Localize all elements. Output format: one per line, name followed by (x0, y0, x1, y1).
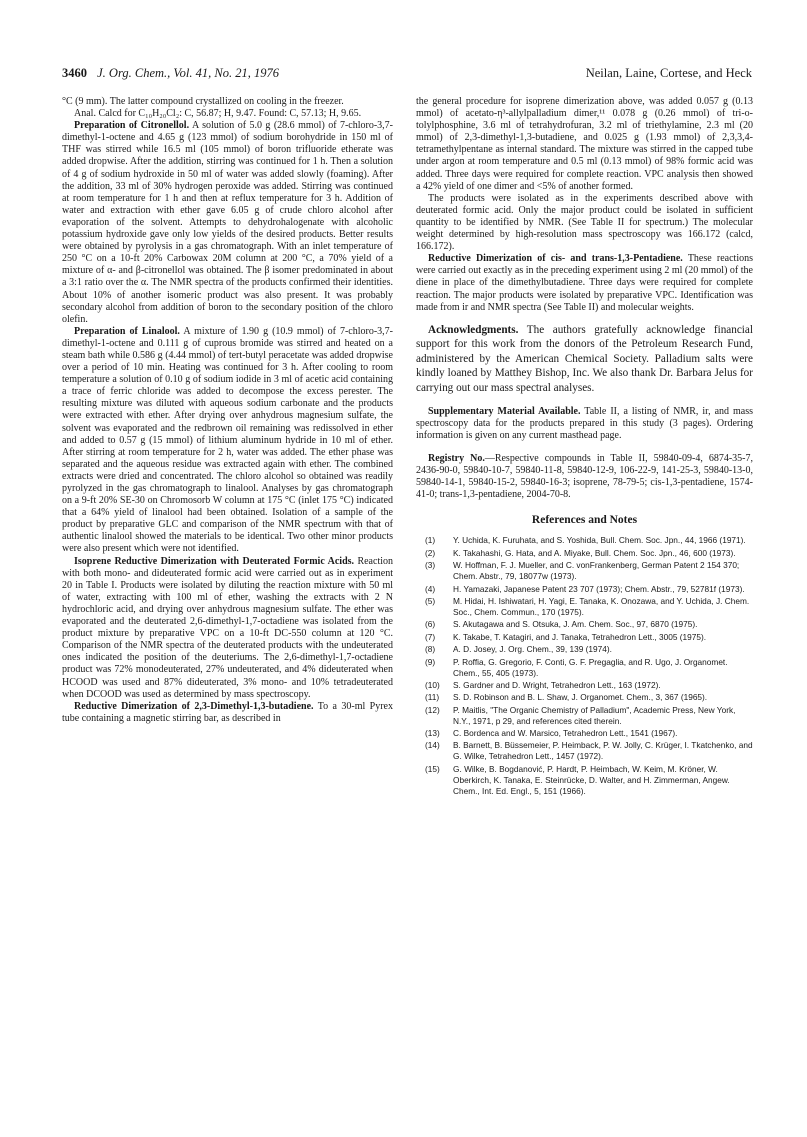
body-supplementary: Table II, a listing of NMR, ir, and mass spectroscopy data for the products prepared in this study (3 pages). Ordering information is given on any current masthead page. (416, 405, 753, 441)
paragraph-bp-continuation: °C (9 mm). The latter compound crystallized on cooling in the freezer. (62, 96, 344, 107)
reference-text: B. Barnett, B. Büssemeier, P. Heimback, P. W. Jolly, C. Krüger, I. Tkatchenko, and G. Wilke, Tetrahedron Lett., 1457 (1972). (453, 740, 753, 762)
reference-item (416, 740, 753, 762)
running-header (62, 66, 752, 82)
paragraph-dimethylbutadiene-continued: the general procedure for isoprene dimerization above, was added 0.057 g (0.13 mmol) of acetato-η³-allylpalladium dimer,¹¹ 0.078 g (0.26 mmol) of tri-o-tolylphosphine, 3.6 ml of tetrahydrofuran, 3.2 ml of triethylamine, 2.3 ml (20 mmol) of 2,3-dimethyl-1,3-butadiene, and 0.025 g (1.93 mmol) of 2,3,3,4-tetramethylpentane as internal standard. The mixture was stirred in the capped tube under argon at room temperature and 0.5 ml (0.13 mmol) of 98% formic acid was added. Three days were required for complete reaction. VPC analysis then showed a 42% yield of one dimer and <5% of another formed. (416, 96, 753, 192)
acknowledgments (416, 323, 753, 396)
reference-item (416, 535, 753, 546)
reference-item (416, 728, 753, 739)
heading-dimethylbutadiene: Reductive Dimerization of 2,3-Dimethyl-1,3-butadiene. (74, 700, 314, 712)
header-left (62, 66, 279, 81)
reference-item (416, 619, 753, 630)
journal-citation: J. Org. Chem., Vol. 41, No. 21, 1976 (97, 66, 279, 80)
reference-number: (15) (425, 763, 440, 774)
paragraph-dimethylbutadiene-products: The products were isolated as in the experiments described above with deuterated formic acid. Only the major product could be isolated in sufficient quantity to be identified by NMR. (See Table II for spectrum.) The molecular weight determined by high-resolution mass spectroscopy was 166.172 (calcd, 166.172). (416, 192, 753, 253)
left-column (62, 96, 393, 725)
paragraph-analysis: Anal. Calcd for C₁₀H₂₀Cl₂: C, 56.87; H, 9.47. Found: C, 57.13; H, 9.65. (74, 108, 362, 120)
reference-text: S. Gardner and D. Wright, Tetrahedron Lett., 163 (1972). (453, 679, 661, 690)
registry-numbers (416, 453, 753, 501)
page-number: 3460 (62, 66, 87, 80)
body-isoprene-deuterated: Reaction with both mono- and dideuterated formic acid were carried out as in experiment 20 in Table I. Products were isolated by diluting the reaction mixture with 50 ml of water, extracting with 100 ml of ether, washing the extracts with 2 N hydrochloric acid, and drying over anhydrous magnesium sulfate. The ether was evaporated and the deuterated 2,6-dimethyl-1,7-octadiene was isolated from the product mixture by preparative VPC on a 10-ft DC-550 column at 120 °C. Comparison of the NMR spectra of the deuterated products with the undeuterated ones indicated the position of the deuteriums. The 2,6-dimethyl-1,7-octadiene product was 72% monodeuterated, 27% undeuterated, and 4% dideuterated when HCOOD was used and 87% dideuterated, 3% mono- and 10% tetradeuterated when DCOOD was used as determined by mass spectroscopy. (62, 555, 393, 700)
reference-text: H. Yamazaki, Japanese Patent 23 707 (1973); Chem. Abstr., 79, 52781f (1973). (453, 583, 745, 594)
references-heading: References and Notes (531, 514, 638, 527)
reference-item (416, 548, 753, 559)
reference-item (416, 692, 753, 703)
heading-isoprene-deuterated: Isoprene Reductive Dimerization with Deuterated Formic Acids. (74, 555, 355, 567)
reference-text: K. Takahashi, G. Hata, and A. Miyake, Bull. Chem. Soc. Jpn., 46, 600 (1973). (453, 547, 736, 558)
reference-item (416, 584, 753, 595)
reference-text: P. Maitlis, "The Organic Chemistry of Palladium", Academic Press, New York, N.Y., 1971, p 29, and references cited therein. (453, 704, 736, 726)
body-registry: —Respective compounds in Table II, 59840-09-4, 6874-35-7, 2436-90-0, 59840-10-7, 59840-11-8, 59840-12-9, 106-22-9, 141-25-3, 59840-13-0, 59840-14-1, 59840-15-2, 59840-16-3; isoprene, 78-79-5; cis-1,3-pentadiene, 1574-41-0; trans-1,3-pentadiene, 2004-70-8. (416, 452, 753, 501)
reference-text: C. Bordenca and W. Marsico, Tetrahedron Lett., 1541 (1967). (453, 728, 678, 739)
reference-number: (4) (425, 583, 436, 594)
reference-text: A. D. Josey, J. Org. Chem., 39, 139 (1974). (453, 644, 612, 655)
heading-citronellol: Preparation of Citronellol. (74, 120, 190, 132)
reference-number: (13) (425, 728, 440, 739)
heading-pentadiene: Reductive Dimerization of cis- and trans-1,3-Pentadiene. (428, 253, 683, 265)
section-pentadiene (416, 253, 753, 313)
reference-text: P. Roffia, G. Gregorio, F. Conti, G. F. Pregaglia, and R. Ugo, J. Organomet. Chem., 55, 405 (1973). (453, 656, 728, 678)
reference-number: (9) (425, 656, 436, 667)
reference-number: (5) (425, 595, 436, 606)
right-column (416, 96, 753, 798)
reference-text: S. D. Robinson and B. L. Shaw, J. Organomet. Chem., 3, 367 (1965). (453, 692, 708, 703)
body-pentadiene: These reactions were carried out exactly as in the preceding experiment using 2 ml (20 mmol) of the diene in place of the dimethylbutadiene. Three days were required for complete reaction. The major products were isolated by preparative VPC. Identification was made from ir and NMR spectra (See Table II) and molecular weights. (416, 253, 753, 313)
body-acknowledgments: The authors gratefully acknowledge financial support for this work from the donors of the Petroleum Research Fund, administered by the American Chemical Society. Palladium salts were kindly loaned by Matthey Bishop, Inc. We also thank Dr. Barbara Jelus for carrying out our mass spectral analyses. (416, 323, 753, 395)
reference-text: Y. Uchida, K. Furuhata, and S. Yoshida, Bull. Chem. Soc. Jpn., 44, 1966 (1971). (453, 535, 746, 546)
reference-number: (10) (425, 679, 440, 690)
reference-number: (1) (425, 535, 436, 546)
reference-number: (2) (425, 547, 436, 558)
reference-number: (6) (425, 619, 436, 630)
reference-number: (8) (425, 644, 436, 655)
header-authors: Neilan, Laine, Cortese, and Heck (585, 66, 752, 80)
reference-number: (7) (425, 631, 436, 642)
supplementary-material (416, 406, 753, 442)
heading-supplementary: Supplementary Material Available. (428, 405, 581, 417)
heading-acknowledgments: Acknowledgments. (428, 323, 519, 336)
body-dimethylbutadiene: To a 30-ml Pyrex tube containing a magnetic stirring bar, as described in (62, 700, 393, 724)
reference-item (416, 596, 753, 618)
reference-text: K. Takabe, T. Katagiri, and J. Tanaka, Tetrahedron Lett., 3005 (1975). (453, 631, 707, 642)
heading-linalool: Preparation of Linalool. (74, 325, 180, 337)
body-linalool: A mixture of 1.90 g (10.9 mmol) of 7-chloro-3,7-dimethyl-1-octene and 0.111 g of cuprous bromide was stirred and heated on a steam bath while 0.586 g (4.44 mmol) of tert-butyl peracetate was added dropwise over a period of 10 min. Heating was continued for 3 h. After cooling to room temperature a solution of 0.10 g of sodium iodide in 3 ml of acetic acid containing a trace of ferric chloride was added to decompose the excess perester. The resulting mixture was diluted with aqueous sodium carbonate and the products were extracted with ether. After drying over anhydrous magnesium sulfate, the solvent was evaporated and the redbrown oil remaining was redissolved in ether and added to 0.57 g (15 mmol) of lithium aluminum hydride in 10 ml of ether. After stirring at room temperature for 2 h, water was added. The ether phase was separated and the aqueous residue was extracted again with ether. The combined extracts were dried and concentrated. The chloro alcohol so obtained was readily pyrolyzed in the gas chromatograph to linalool. Analyses by gas chromatograph on a 9-ft 20% SE-30 on Chromosorb W column at 175 °C (inlet 175 °C) indicated that a 64% yield of linalool had been obtained. Isolation of a sample of the product by preparative GLC and comparison of the NMR spectrum with that of authentic linalool showed the materials to be identical. Two other minor products were also present which were not identified. (62, 325, 394, 555)
reference-item (416, 680, 753, 691)
reference-text: S. Akutagawa and S. Otsuka, J. Am. Chem. Soc., 97, 6870 (1975). (453, 619, 698, 630)
reference-text: M. Hidai, H. Ishiwatari, H. Yagi, E. Tanaka, K. Onozawa, and Y. Uchida, J. Chem. Soc., Chem. Commun., 170 (1975). (453, 595, 750, 617)
reference-item (416, 705, 753, 727)
section-dimethylbutadiene (62, 701, 393, 725)
reference-item (416, 632, 753, 643)
section-linalool (62, 326, 393, 556)
reference-number: (14) (425, 740, 440, 751)
reference-text: W. Hoffman, F. J. Mueller, and C. vonFrankenberg, German Patent 2 154 370; Chem. Abstr., 79, 18077w (1973). (453, 560, 740, 582)
reference-item (416, 560, 753, 582)
heading-registry: Registry No. (428, 452, 485, 464)
section-citronellol (62, 120, 393, 326)
reference-number: (3) (425, 560, 436, 571)
reference-text: G. Wilke, B. Bogdanović, P. Hardt, P. Heimbach, W. Keim, M. Kröner, W. Oberkirch, K. Tanaka, E. Steinrücke, D. Walter, and H. Zimmerman, Angew. Chem., Int. Ed. Engl., 5, 151 (1966). (453, 763, 730, 796)
reference-item (416, 644, 753, 655)
reference-item (416, 764, 753, 797)
section-isoprene-deuterated (62, 556, 393, 701)
references-list (416, 535, 753, 796)
reference-number: (12) (425, 704, 440, 715)
reference-number: (11) (425, 692, 440, 703)
reference-item (416, 657, 753, 679)
body-citronellol: A solution of 5.0 g (28.6 mmol) of 7-chloro-3,7-dimethyl-1-octene and 4.65 g (123 mmol) of sodium borohydride in 150 ml of THF was stirred while 16.5 ml (105 mmol) of boron trifluoride etherate was added dropwise. After the addition, stirring was continued for 1 h. Then a solution of 4 g of sodium hydroxide in 50 ml of water was added slowly (foaming). After the addition, 33 ml of 30% hydrogen peroxide was added. Stirring was continued at room temperature for 1 h and then at reflux temperature for 3 h. Addition of water and extraction with ether gave 6.05 g of crude chloro alcohol after evaporation of the solvent. Attempts to dehydrohalogenate with alcoholic potassium hydroxide gave only low yields of the desired products. Better results were obtained by pyrolysis in a gas chromatograph. With an inlet temperature of 250 °C on a 10-ft 20% Carbowax 20M column at 200 °C, a 70% yield of a mixture of α- and β-citronellol was obtained. The β isomer predominated in about a 3:1 ratio over the α. The NMR spectra of the products confirmed their identities. About 10% of another isomeric product was also present. It was probably secondary alcohol from addition of boron to the secondary position of the chloro olefin. (62, 120, 394, 325)
